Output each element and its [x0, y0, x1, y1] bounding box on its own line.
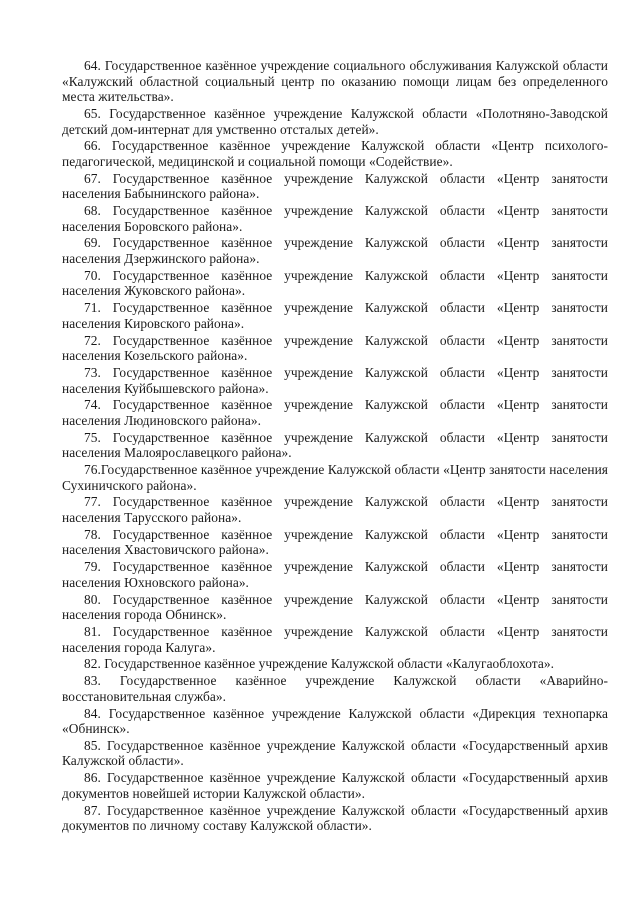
list-item-78: 78. Государственное казённое учреждение Калужской области «Центр занятости населения Хвастовичского района». — [62, 526, 608, 558]
list-item-71: 71. Государственное казённое учреждение Калужской области «Центр занятости населения Кировского района». — [62, 300, 608, 331]
list-item-67: 67. Государственное казённое учреждение Калужской области «Центр занятости населения Бабынинского района». — [62, 170, 608, 202]
list-item-83: 83. Государственное казённое учреждение Калужской области «Аварийно-восстановительная служба». — [62, 673, 608, 704]
list-item-66: 66. Государственное казённое учреждение Калужской области «Центр психолого-педагогической, медицинской и социальной помощи «Содействие». — [62, 138, 608, 169]
list-item-76: 76.Государственное казённое учреждение Калужской области «Центр занятости населения Сухиничского района». — [62, 462, 608, 493]
list-item-85: 85. Государственное казённое учреждение Калужской области «Государственный архив Калужской области». — [62, 737, 608, 769]
list-item-81: 81. Государственное казённое учреждение Калужской области «Центр занятости населения города Калуга». — [62, 623, 608, 655]
list-item-74: 74. Государственное казённое учреждение Калужской области «Центр занятости населения Людиновского района». — [62, 397, 608, 428]
list-item-64: 64. Государственное казённое учреждение социального обслуживания Калужской области «Калужский областной социальный центр по оказанию помощи лицам без определенного места жительства». — [62, 58, 608, 105]
list-item-70: 70. Государственное казённое учреждение Калужской области «Центр занятости населения Жуковского района». — [62, 267, 608, 299]
list-item-87: 87. Государственное казённое учреждение Калужской области «Государственный архив документов по личному составу Калужской области». — [62, 802, 608, 834]
list-item-84: 84. Государственное казённое учреждение Калужской области «Дирекция технопарка «Обнинск». — [62, 705, 608, 737]
list-item-79: 79. Государственное казённое учреждение Калужской области «Центр занятости населения Юхновского района». — [62, 559, 608, 590]
list-item-65: 65. Государственное казённое учреждение Калужской области «Полотняно-Заводской детский дом-интернат для умственно отсталых детей». — [62, 105, 608, 137]
list-item-69: 69. Государственное казённое учреждение Калужской области «Центр занятости населения Дзержинского района». — [62, 235, 608, 267]
list-item-72: 72. Государственное казённое учреждение Калужской области «Центр занятости населения Козельского района». — [62, 332, 608, 364]
list-item-75: 75. Государственное казённое учреждение Калужской области «Центр занятости населения Малоярославецкого района». — [62, 429, 608, 461]
list-item-82: 82. Государственное казённое учреждение Калужской области «Калугаоблохота». — [84, 656, 554, 672]
list-item-73: 73. Государственное казённое учреждение Калужской области «Центр занятости населения Куйбышевского района». — [62, 364, 608, 396]
list-item-86: 86. Государственное казённое учреждение Калужской области «Государственный архив документов новейшей истории Калужской области». — [62, 770, 608, 801]
document-page — [62, 58, 608, 835]
list-item-80: 80. Государственное казённое учреждение Калужской области «Центр занятости населения города Обнинск». — [62, 591, 608, 623]
list-item-68: 68. Государственное казённое учреждение Калужской области «Центр занятости населения Боровского района». — [62, 203, 608, 234]
list-item-77: 77. Государственное казённое учреждение Калужской области «Центр занятости населения Тарусского района». — [62, 494, 608, 526]
